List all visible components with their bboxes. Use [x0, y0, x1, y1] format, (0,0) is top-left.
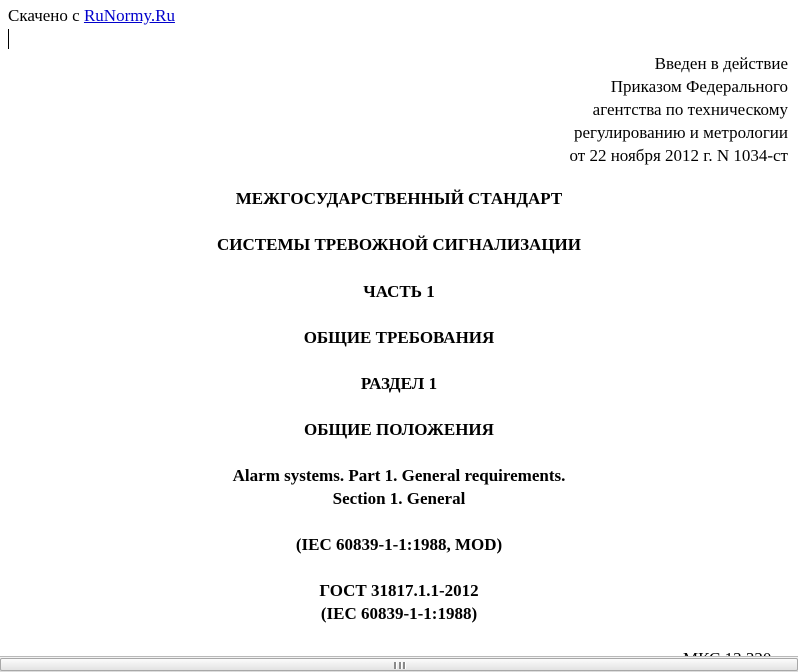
enactment-line-3: агентства по техническому [592, 100, 788, 119]
enactment-note [570, 52, 789, 167]
enactment-line-2: Приказом Федерального [610, 77, 788, 96]
enactment-line-5: от 22 ноября 2012 г. N 1034-ст [569, 146, 788, 165]
runormy-link[interactable]: RuNormy.Ru [83, 6, 175, 25]
document-title: СИСТЕМЫ ТРЕВОЖНОЙ СИГНАЛИЗАЦИИ [217, 235, 581, 254]
english-title-line-1: Alarm systems. Part 1. General requirements. [232, 466, 566, 485]
iec-reference: (IEC 60839-1-1:1988) [320, 604, 478, 623]
horizontal-scrollbar[interactable] [0, 656, 798, 672]
section-title: ОБЩИЕ ПОЛОЖЕНИЯ [304, 420, 494, 439]
text-cursor [8, 29, 9, 49]
standard-heading: МЕЖГОСУДАРСТВЕННЫЙ СТАНДАРТ [235, 189, 563, 208]
gost-number: ГОСТ 31817.1.1-2012 [319, 581, 479, 600]
english-title-line-2: Section 1. General [332, 489, 466, 508]
scrollbar-thumb[interactable] [0, 658, 798, 671]
source-prefix: Скачено с [8, 6, 84, 25]
grip-icon [394, 662, 406, 669]
enactment-line-4: регулированию и метрологии [573, 123, 788, 142]
iec-mod-reference: (IEC 60839-1-1:1988, MOD) [295, 535, 503, 554]
part-title: ОБЩИЕ ТРЕБОВАНИЯ [303, 328, 495, 347]
enactment-line-1: Введен в действие [654, 54, 788, 73]
section-heading: РАЗДЕЛ 1 [360, 374, 438, 393]
source-line [8, 6, 175, 26]
part-heading: ЧАСТЬ 1 [363, 282, 435, 301]
